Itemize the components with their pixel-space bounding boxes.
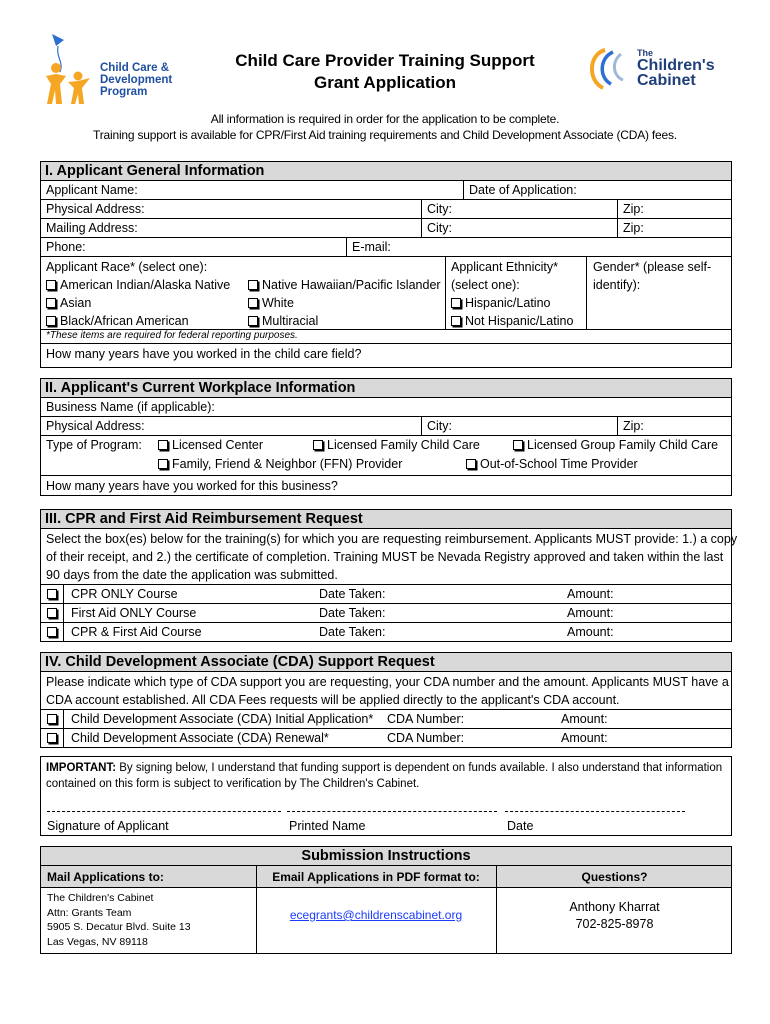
mail-address [47, 891, 191, 949]
checkbox-icon[interactable] [47, 589, 57, 599]
course-cpr-only: CPR ONLY Course [71, 587, 178, 601]
checkbox-icon[interactable] [451, 298, 461, 308]
section-cda-support [40, 652, 732, 748]
address-line1: The Children's Cabinet [47, 892, 154, 904]
date-of-application-label: Date of Application: [469, 183, 577, 197]
checkbox-icon[interactable] [158, 459, 168, 469]
cpr-desc3: 90 days from the date the application was submitted. [46, 568, 338, 582]
program-licensed-center[interactable]: Licensed Center [158, 437, 263, 453]
logo-text-line3: Program [100, 86, 148, 98]
checkbox-icon[interactable] [248, 316, 258, 326]
questions-header: Questions? [581, 870, 648, 884]
federal-note: *These items are required for federal reporting purposes. [46, 330, 298, 341]
email-link[interactable]: ecegrants@childrenscabinet.org [289, 908, 463, 922]
workplace-zip-label: Zip: [623, 419, 644, 433]
race-option-asian[interactable]: Asian [46, 295, 91, 311]
kids-kite-icon [38, 32, 100, 107]
race-option-native-hawaiian[interactable]: Native Hawaiian/Pacific Islander [248, 277, 441, 293]
section2-header: II. Applicant's Current Workplace Information [41, 379, 731, 398]
program-licensed-family[interactable]: Licensed Family Child Care [313, 437, 480, 453]
cda-desc1: Please indicate which type of CDA support you are requesting, your CDA number and the amount. Applicants MUST have a [46, 675, 729, 689]
race-option-white[interactable]: White [248, 295, 294, 311]
section-cpr-reimbursement [40, 509, 738, 642]
checkbox-icon[interactable] [451, 316, 461, 326]
cda-amount-label-2: Amount: [561, 731, 608, 745]
course-first-aid-only: First Aid ONLY Course [71, 606, 197, 620]
checkbox-icon[interactable] [47, 608, 57, 618]
title-line2: Grant Application [314, 73, 456, 92]
mailing-address-label: Mailing Address: [46, 221, 138, 235]
cabinet-the: The [637, 48, 654, 58]
date-taken-label-1: Date Taken: [319, 587, 386, 601]
race-option-american-indian[interactable]: American Indian/Alaska Native [46, 277, 230, 293]
amount-label-3: Amount: [567, 625, 614, 639]
mail-header: Mail Applications to: [47, 870, 164, 884]
ethnicity-option-not-hispanic[interactable]: Not Hispanic/Latino [451, 313, 573, 329]
city-label-2: City: [427, 221, 452, 235]
contact-name: Anthony Kharrat [569, 900, 660, 914]
address-line3: 5905 S. Decatur Blvd. Suite 13 [47, 921, 191, 933]
years-business-label: How many years have you worked for this business? [46, 479, 338, 493]
section-applicant-general [40, 161, 732, 368]
checkbox-icon[interactable] [158, 440, 168, 450]
printed-name-label: Printed Name [289, 819, 366, 833]
physical-address-label: Physical Address: [46, 202, 145, 216]
race-option-multiracial[interactable]: Multiracial [248, 313, 318, 329]
section1-header: I. Applicant General Information [41, 162, 731, 181]
date-taken-label-3: Date Taken: [319, 625, 386, 639]
checkbox-icon[interactable] [513, 440, 523, 450]
date-taken-label-2: Date Taken: [319, 606, 386, 620]
checkbox-icon[interactable] [46, 316, 56, 326]
ethnicity-label1: Applicant Ethnicity* [451, 260, 559, 274]
address-line4: Las Vegas, NV 89118 [47, 935, 148, 948]
intro-line1: All information is required in order for the application to be complete. [210, 112, 560, 126]
ccdp-logo [38, 32, 198, 107]
logo-text-line2: Development [100, 74, 173, 86]
email-header: Email Applications in PDF format to: [272, 870, 480, 884]
logo-text-line1: Child Care & [100, 62, 170, 74]
workplace-city-label: City: [427, 419, 452, 433]
program-ffn[interactable]: Family, Friend & Neighbor (FFN) Provider [158, 456, 402, 472]
address-line2: Attn: Grants Team [47, 906, 132, 919]
amount-label-2: Amount: [567, 606, 614, 620]
section3-header: III. CPR and First Aid Reimbursement Request [41, 510, 731, 529]
form-title [200, 50, 570, 94]
program-out-of-school[interactable]: Out-of-School Time Provider [466, 456, 638, 472]
checkbox-icon[interactable] [466, 459, 476, 469]
ethnicity-label2: (select one): [451, 278, 520, 292]
zip-label-2: Zip: [623, 221, 644, 235]
city-label-1: City: [427, 202, 452, 216]
checkbox-icon[interactable] [47, 733, 57, 743]
cpr-desc2: of their receipt, and 2.) the certificate of completion. Training MUST be Nevada Registry approved and taken within the last [46, 550, 724, 564]
cabinet-name1: Children's [637, 57, 715, 74]
program-licensed-group[interactable]: Licensed Group Family Child Care [513, 437, 718, 453]
program-type-label: Type of Program: [46, 438, 142, 452]
signature-section [40, 756, 732, 836]
checkbox-icon[interactable] [46, 298, 56, 308]
years-child-care-label: How many years have you worked in the child care field? [46, 347, 362, 361]
signature-label: Signature of Applicant [47, 819, 169, 833]
course-cpr-first-aid: CPR & First Aid Course [71, 625, 202, 639]
submission-section [40, 846, 732, 954]
submission-title: Submission Instructions [41, 847, 731, 865]
childrens-cabinet-logo [585, 44, 735, 100]
important-text: IMPORTANT: By signing below, I understand that funding support is dependent on funds available. I also understand that information [46, 762, 723, 774]
gender-label2: identify): [593, 278, 641, 292]
section-workplace [40, 378, 732, 496]
race-option-black[interactable]: Black/African American [46, 313, 189, 329]
email-label: E-mail: [352, 240, 391, 254]
date-label: Date [507, 819, 534, 833]
zip-label-1: Zip: [623, 202, 644, 216]
contact-phone: 702-825-8978 [575, 917, 654, 931]
cda-renewal: Child Development Associate (CDA) Renewal* [71, 731, 329, 745]
cabinet-swirl-icon [585, 44, 637, 96]
checkbox-icon[interactable] [248, 280, 258, 290]
race-label: Applicant Race* (select one): [46, 260, 208, 274]
cda-amount-label-1: Amount: [561, 712, 608, 726]
phone-label: Phone: [46, 240, 86, 254]
gender-label1: Gender* (please self- [593, 260, 712, 274]
ethnicity-option-hispanic[interactable]: Hispanic/Latino [451, 295, 550, 311]
cpr-desc1: Select the box(es) below for the training(s) for which you are requesting reimbursement. Applicants MUST provide: 1.) a copy [46, 532, 738, 546]
cabinet-name2: Cabinet [637, 72, 696, 89]
applicant-name-label: Applicant Name: [46, 183, 138, 197]
checkbox-icon[interactable] [248, 298, 258, 308]
checkbox-icon[interactable] [47, 714, 57, 724]
title-line1: Child Care Provider Training Support [235, 51, 535, 70]
checkbox-icon[interactable] [313, 440, 323, 450]
checkbox-icon[interactable] [46, 280, 56, 290]
cda-number-label-1: CDA Number: [387, 712, 465, 726]
workplace-address-label: Physical Address: [46, 419, 145, 433]
checkbox-icon[interactable] [47, 627, 57, 637]
section4-header: IV. Child Development Associate (CDA) Support Request [41, 653, 731, 672]
amount-label-1: Amount: [567, 587, 614, 601]
intro-line2: Training support is available for CPR/First Aid training requirements and Child Development Associate (CDA) fees. [93, 128, 677, 142]
important-text2: contained on this form is subject to verification by The Children's Cabinet. [46, 778, 420, 790]
cda-initial: Child Development Associate (CDA) Initial Application* [71, 712, 374, 726]
business-name-label: Business Name (if applicable): [46, 400, 215, 414]
cda-desc2: CDA account established. All CDA Fees requests will be applied directly to the applicant's CDA account. [46, 693, 620, 707]
cda-number-label-2: CDA Number: [387, 731, 465, 745]
